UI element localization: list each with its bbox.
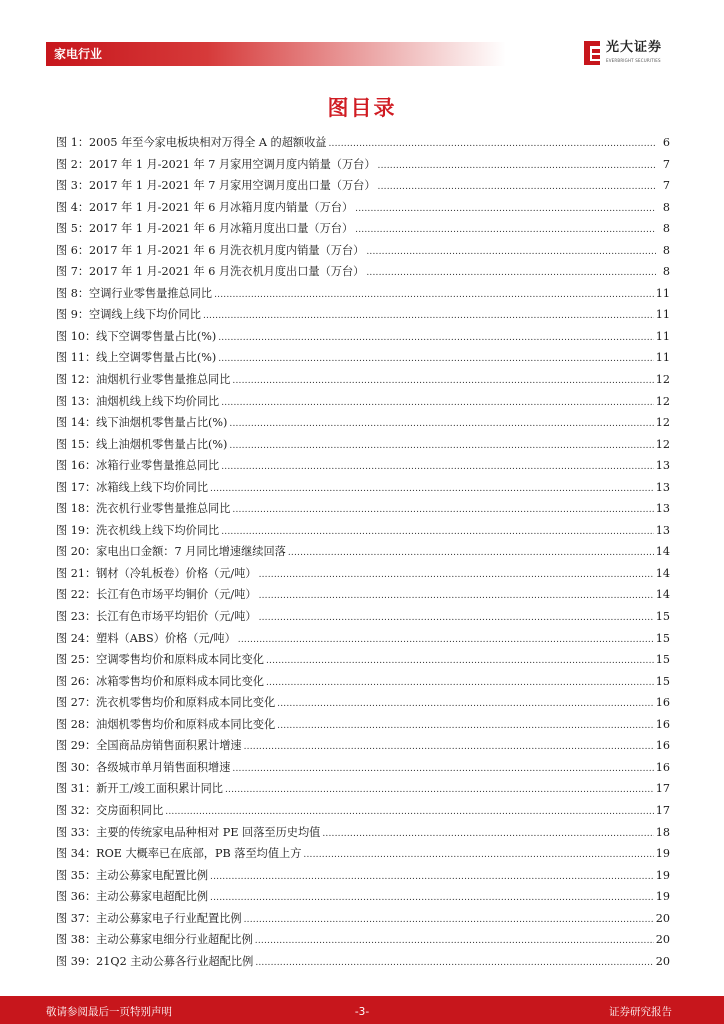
toc-entry-label: 图 25：空调零售均价和原料成本同比变化 bbox=[56, 653, 264, 667]
toc-entry-label: 图 26：冰箱零售均价和原料成本同比变化 bbox=[56, 674, 264, 688]
toc-dot-leader bbox=[355, 199, 656, 221]
toc-entry-page: 15 bbox=[655, 610, 670, 624]
toc-entry[interactable] bbox=[56, 929, 670, 951]
toc-entry-label: 图 12：油烟机行业零售量推总同比 bbox=[56, 373, 231, 387]
toc-entry[interactable] bbox=[56, 326, 670, 348]
page-number: -3- bbox=[354, 1006, 370, 1018]
toc-entry[interactable] bbox=[56, 800, 670, 822]
toc-entry-label: 图 6：2017 年 1 月-2021 年 6 月洗衣机月度内销量（万台） bbox=[56, 243, 365, 257]
toc-dot-leader bbox=[378, 177, 656, 199]
toc-entry-label: 图 7：2017 年 1 月-2021 年 6 月洗衣机月度出口量（万台） bbox=[56, 265, 365, 279]
toc-entry-label: 图 9：空调线上线下均价同比 bbox=[56, 308, 201, 322]
toc-dot-leader bbox=[218, 328, 654, 350]
toc-dot-leader bbox=[225, 780, 654, 802]
toc-entry[interactable] bbox=[56, 412, 670, 434]
toc-entry-page: 16 bbox=[655, 739, 670, 753]
toc-entry-page: 18 bbox=[655, 825, 670, 839]
toc-entry[interactable] bbox=[56, 541, 670, 563]
figure-list bbox=[56, 132, 670, 972]
toc-dot-leader bbox=[255, 931, 654, 953]
toc-entry[interactable] bbox=[56, 908, 670, 930]
toc-entry-label: 图 10：线下空调零售量占比(%) bbox=[56, 329, 217, 343]
toc-entry[interactable] bbox=[56, 369, 670, 391]
toc-entry-label: 图 18：洗衣机行业零售量推总同比 bbox=[56, 502, 231, 516]
toc-dot-leader bbox=[214, 285, 654, 307]
toc-dot-leader bbox=[244, 910, 654, 932]
toc-dot-leader bbox=[221, 457, 654, 479]
toc-entry-page: 12 bbox=[655, 373, 670, 387]
toc-entry-page: 8 bbox=[662, 222, 670, 236]
toc-entry-label: 图 13：油烟机线上线下均价同比 bbox=[56, 394, 220, 408]
toc-entry-page: 11 bbox=[655, 286, 670, 300]
page-title: 图目录 bbox=[327, 96, 397, 120]
toc-entry[interactable] bbox=[56, 584, 670, 606]
toc-dot-leader bbox=[259, 608, 654, 630]
toc-dot-leader bbox=[232, 371, 653, 393]
toc-entry[interactable] bbox=[56, 692, 670, 714]
toc-dot-leader bbox=[221, 522, 654, 544]
toc-entry-page: 7 bbox=[662, 157, 670, 171]
toc-entry-page: 11 bbox=[655, 308, 670, 322]
toc-entry[interactable] bbox=[56, 498, 670, 520]
toc-entry[interactable] bbox=[56, 520, 670, 542]
toc-entry-page: 16 bbox=[655, 696, 670, 710]
toc-dot-leader bbox=[229, 414, 653, 436]
toc-entry[interactable] bbox=[56, 154, 670, 176]
toc-entry[interactable] bbox=[56, 455, 670, 477]
toc-entry-page: 13 bbox=[655, 523, 670, 537]
toc-entry-page: 8 bbox=[662, 200, 670, 214]
toc-entry-page: 12 bbox=[655, 416, 670, 430]
toc-entry-page: 8 bbox=[662, 265, 670, 279]
toc-entry-label: 图 39：21Q2 主动公募各行业超配比例 bbox=[56, 954, 254, 968]
toc-dot-leader bbox=[366, 242, 656, 264]
toc-entry[interactable] bbox=[56, 714, 670, 736]
toc-entry-page: 17 bbox=[655, 803, 670, 817]
toc-dot-leader bbox=[255, 953, 653, 975]
toc-entry-label: 图 36：主动公募家电超配比例 bbox=[56, 890, 209, 904]
toc-dot-leader bbox=[328, 134, 656, 156]
toc-entry[interactable] bbox=[56, 391, 670, 413]
toc-entry-label: 图 32：交房面积同比 bbox=[56, 803, 164, 817]
toc-dot-leader bbox=[210, 888, 654, 910]
toc-entry-label: 图 23：长江有色市场平均铝价（元/吨） bbox=[56, 610, 257, 624]
toc-dot-leader bbox=[165, 802, 653, 824]
toc-entry[interactable] bbox=[56, 606, 670, 628]
toc-entry-page: 19 bbox=[655, 868, 670, 882]
toc-entry[interactable] bbox=[56, 175, 670, 197]
company-logo bbox=[582, 40, 682, 68]
toc-dot-leader bbox=[277, 716, 654, 738]
toc-entry[interactable] bbox=[56, 563, 670, 585]
toc-entry-label: 图 2：2017 年 1 月-2021 年 7 月家用空调月度内销量（万台） bbox=[56, 157, 376, 171]
toc-entry-label: 图 15：线上油烟机零售量占比(%) bbox=[56, 437, 228, 451]
toc-entry[interactable] bbox=[56, 218, 670, 240]
toc-entry[interactable] bbox=[56, 197, 670, 219]
toc-entry[interactable] bbox=[56, 822, 670, 844]
toc-entry-label: 图 21：钢材（冷轧板卷）价格（元/吨） bbox=[56, 566, 257, 580]
toc-entry-page: 19 bbox=[655, 890, 670, 904]
toc-dot-leader bbox=[232, 759, 653, 781]
toc-entry-label: 图 24：塑料（ABS）价格（元/吨） bbox=[56, 631, 236, 645]
toc-entry-label: 图 27：洗衣机零售均价和原料成本同比变化 bbox=[56, 696, 276, 710]
toc-entry-page: 12 bbox=[655, 437, 670, 451]
toc-dot-leader bbox=[259, 565, 654, 587]
toc-dot-leader bbox=[355, 220, 656, 242]
toc-entry-label: 图 11：线上空调零售量占比(%) bbox=[56, 351, 217, 365]
toc-dot-leader bbox=[232, 500, 653, 522]
toc-entry[interactable] bbox=[56, 304, 670, 326]
toc-dot-leader bbox=[366, 263, 656, 285]
toc-entry-page: 13 bbox=[655, 502, 670, 516]
toc-entry[interactable] bbox=[56, 671, 670, 693]
toc-entry-page: 14 bbox=[655, 545, 670, 559]
toc-entry-page: 15 bbox=[655, 653, 670, 667]
toc-entry[interactable] bbox=[56, 778, 670, 800]
toc-entry[interactable] bbox=[56, 886, 670, 908]
toc-entry[interactable] bbox=[56, 865, 670, 887]
toc-entry[interactable] bbox=[56, 649, 670, 671]
toc-entry[interactable] bbox=[56, 434, 670, 456]
logo-mark-icon bbox=[582, 40, 602, 66]
toc-entry-page: 20 bbox=[655, 911, 670, 925]
toc-entry-page: 12 bbox=[655, 394, 670, 408]
toc-entry-page: 15 bbox=[655, 674, 670, 688]
header-section-title: 家电行业 bbox=[54, 47, 103, 61]
logo-name: 光大证券 bbox=[606, 40, 663, 55]
toc-entry-page: 6 bbox=[662, 136, 670, 149]
toc-entry-page: 20 bbox=[655, 954, 670, 968]
toc-entry-label: 图 3：2017 年 1 月-2021 年 7 月家用空调月度出口量（万台） bbox=[56, 179, 376, 193]
toc-entry-label: 图 30：各级城市单月销售面积增速 bbox=[56, 760, 231, 774]
toc-entry-label: 图 17：冰箱线上线下均价同比 bbox=[56, 480, 209, 494]
toc-dot-leader bbox=[259, 586, 654, 608]
toc-entry[interactable] bbox=[56, 261, 670, 283]
toc-dot-leader bbox=[203, 306, 654, 328]
footer-disclaimer: 敬请参阅最后一页特别声明 bbox=[46, 1006, 172, 1018]
toc-entry-label: 图 19：洗衣机线上线下均价同比 bbox=[56, 523, 220, 537]
toc-dot-leader bbox=[210, 479, 654, 501]
toc-entry[interactable] bbox=[56, 477, 670, 499]
toc-entry-label: 图 28：油烟机零售均价和原料成本同比变化 bbox=[56, 717, 276, 731]
toc-entry[interactable] bbox=[56, 757, 670, 779]
toc-entry-label: 图 29：全国商品房销售面积累计增速 bbox=[56, 739, 242, 753]
logo-subtitle: EVERBRIGHT SECURITIES bbox=[606, 58, 661, 63]
toc-entry[interactable] bbox=[56, 628, 670, 650]
toc-entry[interactable] bbox=[56, 735, 670, 757]
toc-dot-leader bbox=[322, 824, 653, 846]
toc-entry-page: 19 bbox=[655, 847, 670, 861]
toc-entry-page: 7 bbox=[662, 179, 670, 193]
toc-entry-label: 图 33：主要的传统家电品种相对 PE 回落至历史均值 bbox=[56, 825, 321, 839]
toc-entry-page: 8 bbox=[662, 243, 670, 257]
toc-entry[interactable] bbox=[56, 132, 670, 154]
header-bar bbox=[46, 42, 506, 66]
toc-dot-leader bbox=[221, 393, 654, 415]
toc-entry-label: 图 38：主动公募家电细分行业超配比例 bbox=[56, 933, 253, 947]
toc-dot-leader bbox=[266, 673, 654, 695]
toc-dot-leader bbox=[244, 737, 654, 759]
toc-entry-page: 15 bbox=[655, 631, 670, 645]
toc-dot-leader bbox=[218, 349, 654, 371]
toc-entry-page: 13 bbox=[655, 480, 670, 494]
toc-entry-page: 17 bbox=[655, 782, 670, 796]
toc-entry[interactable] bbox=[56, 843, 670, 865]
toc-entry-label: 图 1：2005 年至今家电板块相对万得全 A 的超额收益 bbox=[56, 136, 327, 149]
toc-entry[interactable] bbox=[56, 283, 670, 305]
toc-dot-leader bbox=[277, 694, 654, 716]
toc-entry-label: 图 16：冰箱行业零售量推总同比 bbox=[56, 459, 220, 473]
toc-entry-label: 图 22：长江有色市场平均铜价（元/吨） bbox=[56, 588, 257, 602]
toc-entry-page: 20 bbox=[655, 933, 670, 947]
toc-entry-label: 图 4：2017 年 1 月-2021 年 6 月冰箱月度内销量（万台） bbox=[56, 200, 354, 214]
toc-entry[interactable] bbox=[56, 240, 670, 262]
toc-entry-label: 图 31：新开工/竣工面积累计同比 bbox=[56, 782, 223, 796]
toc-dot-leader bbox=[210, 867, 654, 889]
toc-entry-page: 16 bbox=[655, 760, 670, 774]
toc-dot-leader bbox=[288, 543, 654, 565]
toc-entry-page: 11 bbox=[655, 329, 670, 343]
toc-entry[interactable] bbox=[56, 347, 670, 369]
toc-entry-label: 图 8：空调行业零售量推总同比 bbox=[56, 286, 213, 300]
footer-report-type: 证券研究报告 bbox=[609, 1006, 672, 1018]
toc-entry-label: 图 35：主动公募家电配置比例 bbox=[56, 868, 209, 882]
toc-dot-leader bbox=[303, 845, 653, 867]
toc-dot-leader bbox=[378, 156, 656, 178]
toc-dot-leader bbox=[266, 651, 654, 673]
toc-entry-page: 14 bbox=[655, 588, 670, 602]
toc-entry-page: 16 bbox=[655, 717, 670, 731]
toc-dot-leader bbox=[229, 436, 653, 458]
toc-entry[interactable] bbox=[56, 951, 670, 973]
toc-entry-page: 14 bbox=[655, 566, 670, 580]
toc-dot-leader bbox=[238, 630, 654, 652]
toc-entry-label: 图 20：家电出口金额：7 月同比增速继续回落 bbox=[56, 545, 286, 559]
toc-entry-page: 13 bbox=[655, 459, 670, 473]
toc-entry-label: 图 37：主动公募家电子行业配置比例 bbox=[56, 911, 242, 925]
toc-entry-label: 图 14：线下油烟机零售量占比(%) bbox=[56, 416, 228, 430]
toc-entry-label: 图 34：ROE 大概率已在底部，PB 落至均值上方 bbox=[56, 847, 302, 861]
toc-entry-label: 图 5：2017 年 1 月-2021 年 6 月冰箱月度出口量（万台） bbox=[56, 222, 354, 236]
toc-entry-page: 11 bbox=[655, 351, 670, 365]
